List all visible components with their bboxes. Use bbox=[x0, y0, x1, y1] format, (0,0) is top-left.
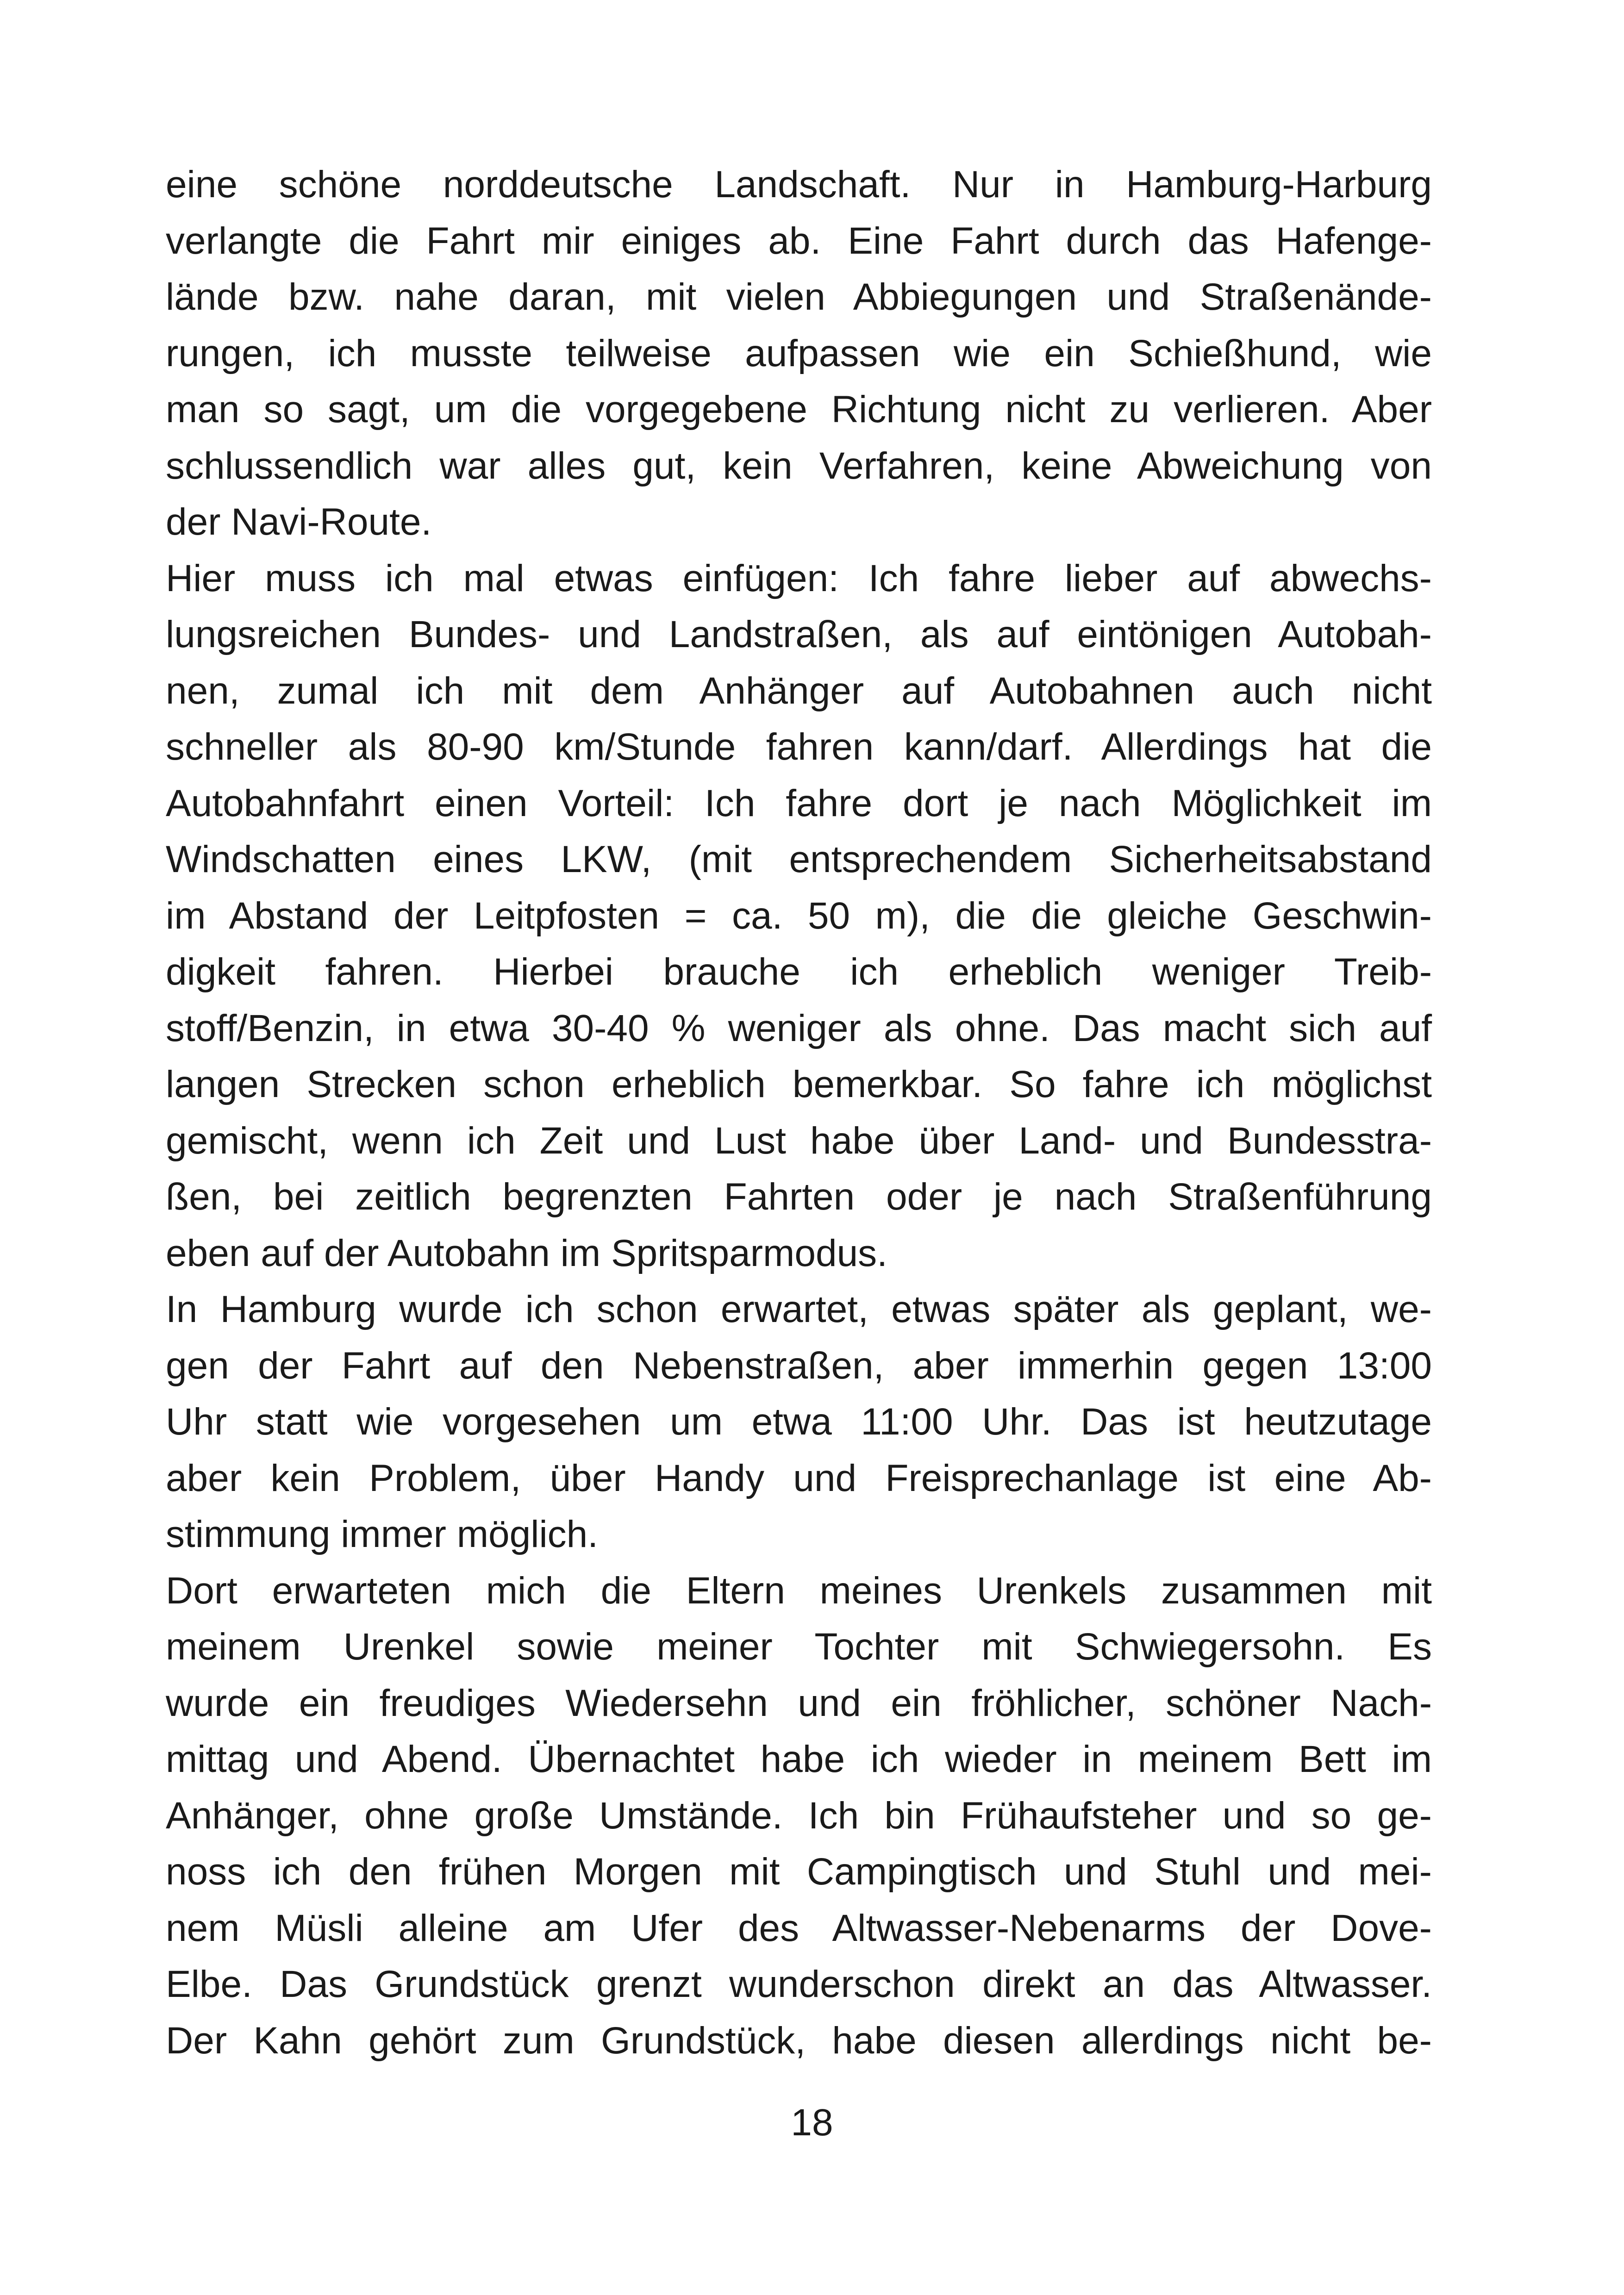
text-line: Elbe. Das Grundstück grenzt wunderschon direkt an das Altwasser. bbox=[166, 1963, 1432, 2005]
text-line: im Abstand der Leitpfosten = ca. 50 m), die die gleiche Geschwin- bbox=[166, 894, 1432, 937]
page-number: 18 bbox=[791, 2102, 833, 2144]
text-line: Autobahnfahrt einen Vorteil: Ich fahre dort je nach Möglichkeit im bbox=[166, 782, 1432, 824]
text-line: verlangte die Fahrt mir einiges ab. Eine Fahrt durch das Hafenge- bbox=[166, 219, 1432, 262]
text-line: digkeit fahren. Hierbei brauche ich erheblich weniger Treib- bbox=[166, 951, 1432, 993]
text-line: schlussendlich war alles gut, kein Verfahren, keine Abweichung von bbox=[166, 444, 1432, 487]
text-line: der Navi-Route. bbox=[166, 501, 432, 543]
text-line: ßen, bei zeitlich begrenzten Fahrten oder je nach Straßenführung bbox=[166, 1176, 1432, 1218]
text-line: noss ich den frühen Morgen mit Campingtisch und Stuhl und mei- bbox=[166, 1851, 1432, 1893]
text-line: man so sagt, um die vorgegebene Richtung nicht zu verlieren. Aber bbox=[166, 388, 1432, 430]
text-line: In Hamburg wurde ich schon erwartet, etwas später als geplant, we- bbox=[166, 1288, 1432, 1330]
text-line: Hier muss ich mal etwas einfügen: Ich fahre lieber auf abwechs- bbox=[166, 557, 1432, 599]
text-line: eine schöne norddeutsche Landschaft. Nur in Hamburg-Harburg bbox=[166, 163, 1432, 206]
text-line: wurde ein freudiges Wiedersehn und ein fröhlicher, schöner Nach- bbox=[166, 1682, 1432, 1724]
text-line: Windschatten eines LKW, (mit entsprechendem Sicherheitsabstand bbox=[166, 838, 1432, 880]
text-line: Anhänger, ohne große Umstände. Ich bin Frühaufsteher und so ge- bbox=[166, 1794, 1432, 1837]
text-line: nem Müsli alleine am Ufer des Altwasser-Nebenarms der Dove- bbox=[166, 1907, 1432, 1949]
text-line: meinem Urenkel sowie meiner Tochter mit Schwiegersohn. Es bbox=[166, 1626, 1432, 1668]
text-line: Uhr statt wie vorgesehen um etwa 11:00 Uhr. Das ist heutzutage bbox=[166, 1401, 1432, 1443]
text-line: gemischt, wenn ich Zeit und Lust habe über Land- und Bundesstra- bbox=[166, 1119, 1432, 1162]
text-line: Der Kahn gehört zum Grundstück, habe diesen allerdings nicht be- bbox=[166, 2019, 1432, 2062]
text-line: stimmung immer möglich. bbox=[166, 1513, 599, 1555]
text-line: rungen, ich musste teilweise aufpassen wie ein Schießhund, wie bbox=[166, 332, 1432, 374]
text-line: schneller als 80-90 km/Stunde fahren kann/darf. Allerdings hat die bbox=[166, 726, 1432, 768]
body-text bbox=[166, 156, 1432, 2069]
text-line: aber kein Problem, über Handy und Freisprechanlage ist eine Ab- bbox=[166, 1457, 1432, 1499]
text-line: mittag und Abend. Übernachtet habe ich wieder in meinem Bett im bbox=[166, 1738, 1432, 1780]
text-line: Dort erwarteten mich die Eltern meines Urenkels zusammen mit bbox=[166, 1569, 1432, 1612]
text-line: lände bzw. nahe daran, mit vielen Abbiegungen und Straßenände- bbox=[166, 276, 1432, 318]
text-line: stoff/Benzin, in etwa 30-40 % weniger als ohne. Das macht sich auf bbox=[166, 1007, 1432, 1049]
text-line: lungsreichen Bundes- und Landstraßen, als auf eintönigen Autobah- bbox=[166, 613, 1432, 655]
text-line: gen der Fahrt auf den Nebenstraßen, aber immerhin gegen 13:00 bbox=[166, 1344, 1432, 1387]
text-line: eben auf der Autobahn im Spritsparmodus. bbox=[166, 1232, 887, 1274]
text-line: nen, zumal ich mit dem Anhänger auf Autobahnen auch nicht bbox=[166, 669, 1432, 712]
text-line: langen Strecken schon erheblich bemerkbar. So fahre ich möglichst bbox=[166, 1063, 1432, 1105]
